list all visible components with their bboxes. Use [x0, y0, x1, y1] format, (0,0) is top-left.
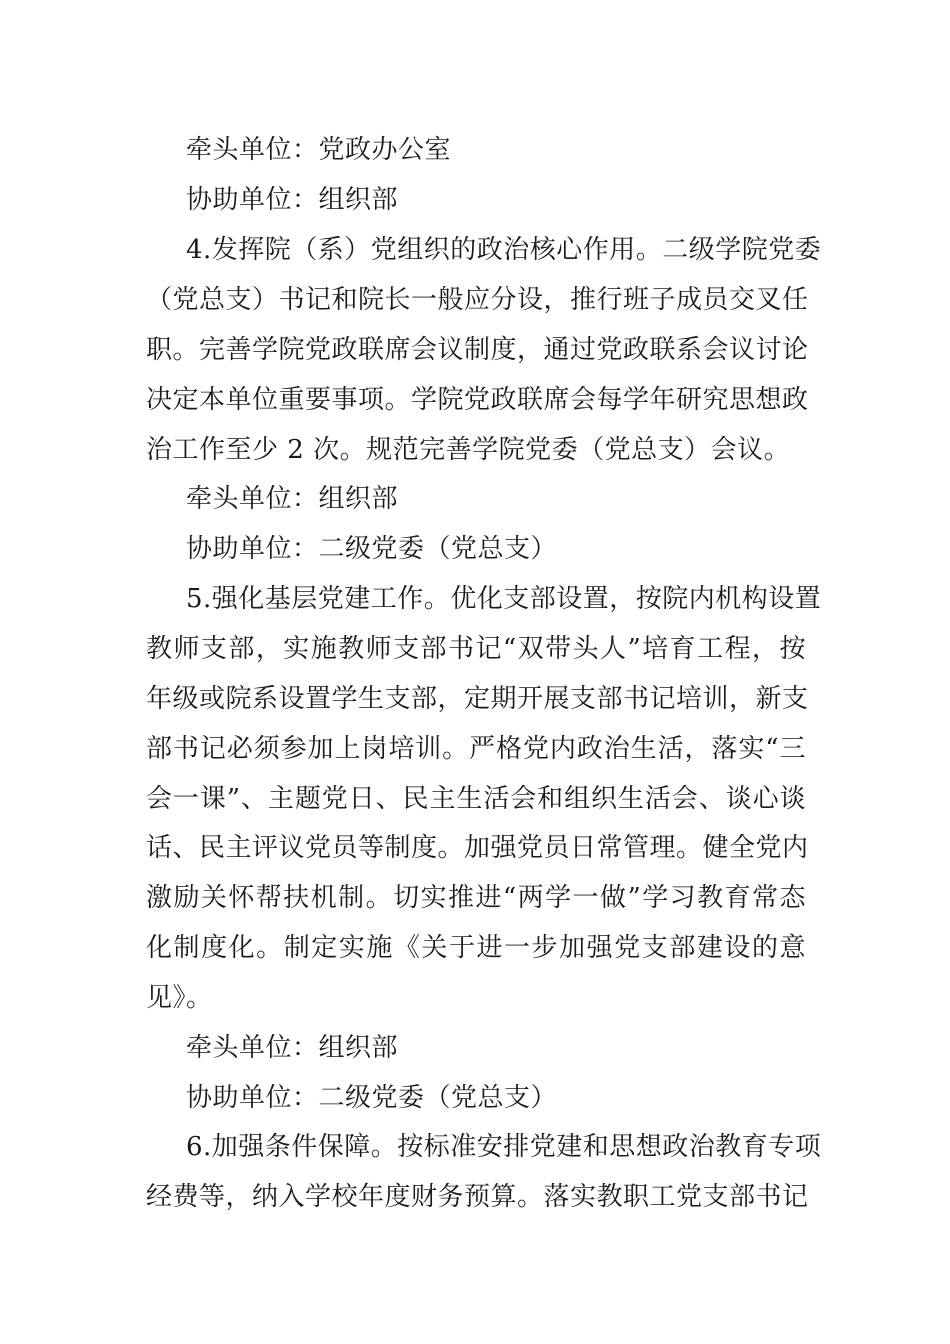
item-4-line-1: 4.发挥院（系）党组织的政治核心作用。二级学院党委 [186, 235, 822, 265]
item-5-line-4: 部书记必须参加上岗培训。严格党内政治生活，落实“三 [146, 734, 806, 764]
lead-unit-2: 牵头单位：组织部 [186, 484, 399, 514]
lead-unit-3: 牵头单位：组织部 [186, 1033, 399, 1063]
item-5-line-3: 年级或院系设置学生支部，定期开展支部书记培训，新支 [146, 684, 809, 714]
item-6-line-1: 6.加强条件保障。按标准安排党建和思想政治教育专项 [186, 1132, 822, 1162]
item-5-line-5: 会一课”、主题党日、民主生活会和组织生活会、谈心谈 [146, 784, 806, 814]
item-4-line-4: 决定本单位重要事项。学院党政联席会每学年研究思想政 [146, 385, 809, 415]
item-4-line-5: 治工作至少 2 次。规范完善学院党委（党总支）会议。 [146, 435, 791, 465]
item-5-line-2: 教师支部，实施教师支部书记“双带头人”培育工程，按 [146, 634, 806, 664]
item-5-line-7: 激励关怀帮扶机制。切实推进“两学一做”学习教育常态 [146, 883, 806, 913]
item-6-line-2: 经费等，纳入学校年度财务预算。落实教职工党支部书记 [146, 1182, 809, 1212]
item-5-line-8: 化制度化。制定实施《关于进一步加强党支部建设的意 [146, 933, 806, 963]
assist-unit-1: 协助单位：组织部 [186, 185, 399, 215]
item-5-line-1: 5.强化基层党建工作。优化支部设置，按院内机构设置 [186, 584, 822, 614]
item-4-line-2: （党总支）书记和院长一般应分设，推行班子成员交叉任 [146, 285, 809, 315]
lead-unit-1: 牵头单位：党政办公室 [186, 135, 452, 165]
item-4-line-3: 职。完善学院党政联席会议制度，通过党政联系会议讨论 [146, 335, 809, 365]
assist-unit-3: 协助单位：二级党委（党总支） [186, 1083, 558, 1113]
item-5-line-9: 见》。 [146, 983, 213, 1013]
item-5-line-6: 话、民主评议党员等制度。加强党员日常管理。健全党内 [146, 833, 809, 863]
assist-unit-2: 协助单位：二级党委（党总支） [186, 534, 558, 564]
